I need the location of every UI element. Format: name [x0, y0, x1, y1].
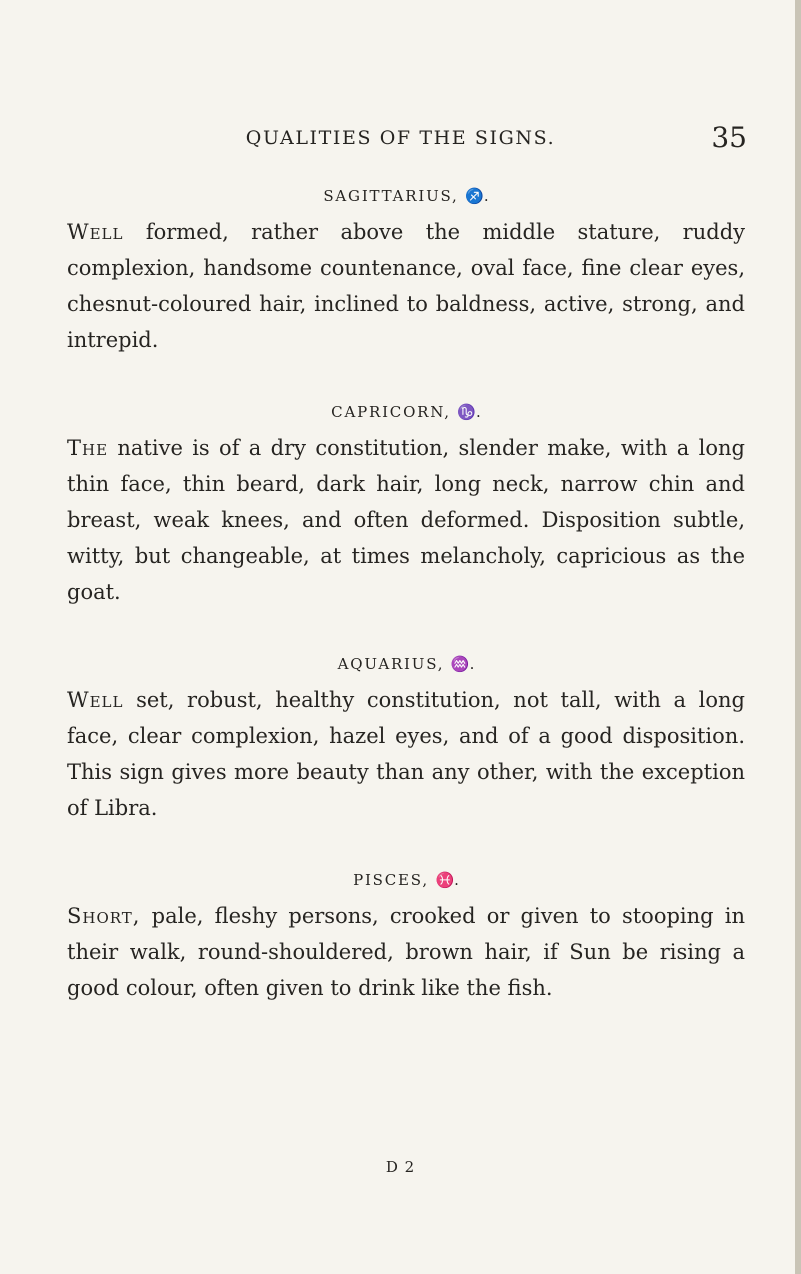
heading-label: PISCES,	[353, 871, 429, 889]
running-head	[0, 121, 801, 161]
lead-word: Well	[67, 220, 124, 244]
lead-word: The	[67, 436, 109, 460]
page-edge	[795, 0, 801, 1274]
page-number: 35	[711, 121, 747, 154]
aquarius-symbol-icon: ♒.	[450, 655, 475, 673]
section-heading-sagittarius	[67, 178, 745, 214]
heading-label: SAGITTARIUS,	[323, 187, 459, 205]
paragraph-text: pale, fleshy persons, crooked or given to stooping in their walk, round-shouldered, brown hair, if Sun be rising a good colour, often given to drink like the fish.	[67, 904, 745, 1000]
section-heading-capricorn	[67, 394, 745, 430]
lead-word: Short,	[67, 904, 141, 928]
paragraph-pisces	[67, 898, 745, 1006]
paragraph-text: native is of a dry constitution, slender make, with a long thin face, thin beard, dark hair, long neck, narrow chin and breast, weak knees, and often deformed. Disposition subtle, witty, but changeable, at times melancholy, capricious as the goat.	[67, 436, 745, 604]
paragraph-capricorn	[67, 430, 745, 610]
paragraph-text: formed, rather above the middle stature, ruddy complexion, handsome countenance, oval face, fine clear eyes, chesnut-coloured hair, inclined to baldness, active, strong, and intrepid.	[67, 220, 745, 352]
pisces-symbol-icon: ♓.	[435, 871, 459, 889]
paragraph-sagittarius	[67, 214, 745, 358]
heading-label: CAPRICORN,	[331, 403, 451, 421]
signature-mark: D 2	[385, 1158, 416, 1176]
section-heading-pisces	[67, 862, 745, 898]
paragraph-text: set, robust, healthy constitution, not tall, with a long face, clear complexion, hazel eyes, and of a good disposition. This sign gives more beauty than any other, with the exception of Libra.	[67, 688, 745, 820]
section-heading-aquarius	[67, 646, 745, 682]
body-text	[67, 178, 745, 1042]
lead-word: Well	[67, 688, 124, 712]
paragraph-aquarius	[67, 682, 745, 826]
capricorn-symbol-icon: ♑.	[457, 403, 481, 421]
heading-label: AQUARIUS,	[337, 655, 445, 673]
running-title: QUALITIES OF THE SIGNS.	[245, 127, 556, 149]
sagittarius-symbol-icon: ♐.	[465, 187, 489, 205]
